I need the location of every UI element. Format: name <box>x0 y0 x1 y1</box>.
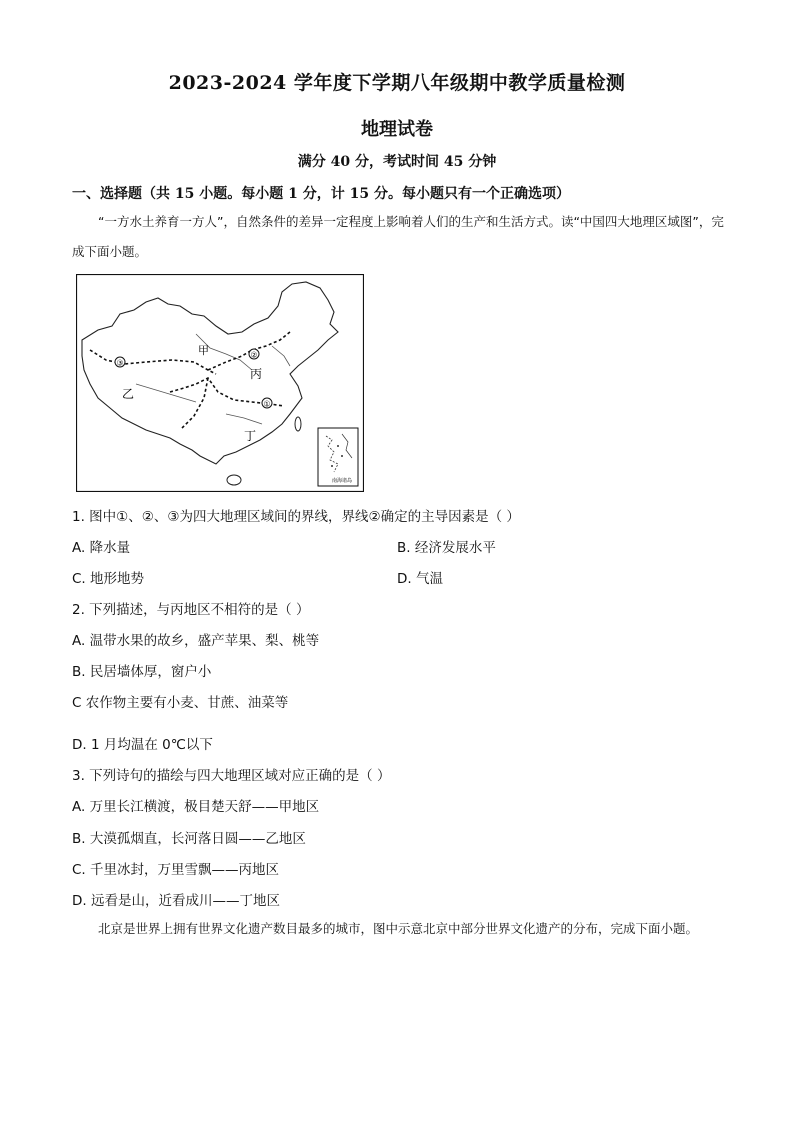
q1-option-d: D. 气温 <box>397 571 443 587</box>
q1-option-c: C. 地形地势 <box>72 571 145 587</box>
svg-text:③: ③ <box>116 358 124 368</box>
region-label-bing: 丙 <box>250 367 263 381</box>
q2-option-b: B. 民居墙体厚，窗户小 <box>72 664 212 680</box>
q1-option-b: B. 经济发展水平 <box>397 540 496 556</box>
q2-option-c: C 农作物主要有小麦、甘蔗、油菜等 <box>72 695 289 711</box>
exam-subject: 地理试卷 <box>361 119 433 140</box>
marker-1 <box>262 398 272 409</box>
map-figure <box>76 274 364 492</box>
region-label-ding: 丁 <box>244 429 257 443</box>
section-heading: 一、选择题（共 15 小题。每小题 1 分，计 15 分。每小题只有一个正确选项） <box>72 186 570 202</box>
intro-paragraph-1: “一方水土养育一方人”，自然条件的差异一定程度上影响着人们的生产和生活方式。读“中国四大地理区域图”，完成下面小题。 <box>72 214 724 259</box>
q2-option-a: A. 温带水果的故乡，盛产苹果、梨、桃等 <box>72 633 320 649</box>
q3-option-b: B. 大漠孤烟直，长河落日圆——乙地区 <box>72 831 306 847</box>
score-info: 满分 40 分，考试时间 45 分钟 <box>297 154 497 170</box>
question-2-stem: 2. 下列描述，与丙地区不相符的是（ ） <box>72 602 310 618</box>
question-3-stem: 3. 下列诗句的描绘与四大地理区域对应正确的是（ ） <box>72 768 391 784</box>
marker-2 <box>249 349 259 360</box>
svg-text:②: ② <box>250 350 258 360</box>
q3-option-a: A. 万里长江横渡，极目楚天舒——甲地区 <box>72 799 320 815</box>
question-1-stem: 1. 图中①、②、③为四大地理区域间的界线，界线②确定的主导因素是（ ） <box>72 509 520 525</box>
marker-3 <box>115 357 125 368</box>
inset-caption: 南海诸岛 <box>331 478 353 484</box>
south-china-sea-inset <box>318 428 358 486</box>
region-label-jia: 甲 <box>198 344 209 357</box>
q3-option-c: C. 千里冰封，万里雪飘——丙地区 <box>72 862 280 878</box>
q1-option-a: A. 降水量 <box>72 540 131 556</box>
svg-text:①: ① <box>263 399 271 409</box>
q3-option-d: D. 远看是山，近看成川——丁地区 <box>72 893 280 909</box>
exam-title: 2023-2024 学年度下学期八年级期中教学质量检测 <box>168 72 626 94</box>
china-regions-map <box>76 274 364 492</box>
q2-option-d: D. 1 月均温在 0℃以下 <box>72 737 213 753</box>
intro-paragraph-2: 北京是世界上拥有世界文化遗产数目最多的城市，图中示意北京中部分世界文化遗产的分布，完成下面小题。 <box>98 921 699 936</box>
region-label-yi: 乙 <box>122 387 135 401</box>
